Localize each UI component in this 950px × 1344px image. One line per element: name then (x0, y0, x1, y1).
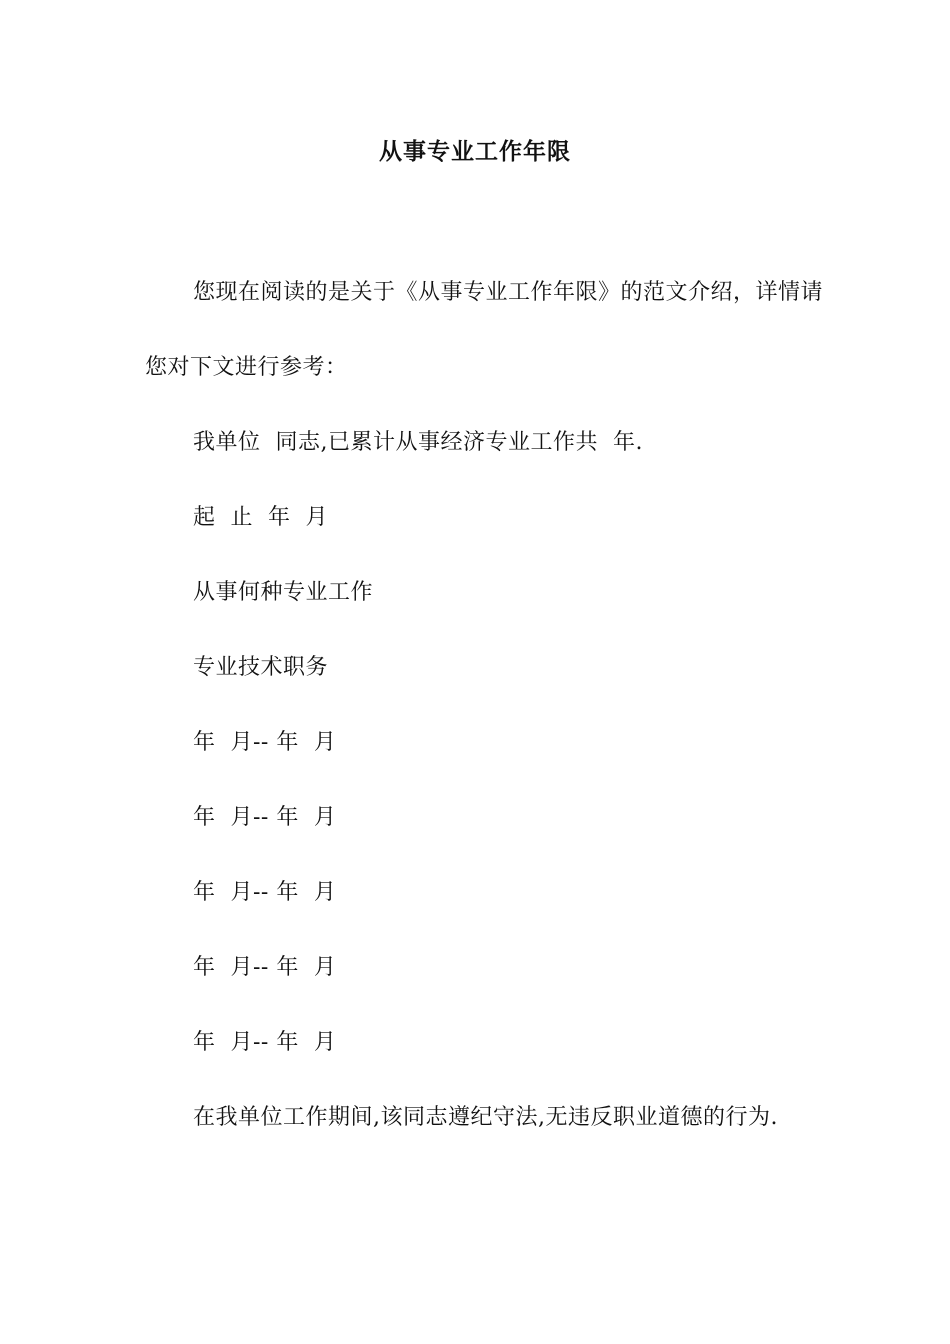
period-row: 年 月-- 年 月 (193, 880, 337, 905)
document-title: 从事专业工作年限 (379, 138, 571, 165)
work-type-header: 从事何种专业工作 (193, 580, 374, 605)
period-row: 年 月-- 年 月 (193, 805, 337, 830)
intro-paragraph: 您现在阅读的是关于《从事专业工作年限》的范文介绍，详情请您对下文进行参考： (145, 280, 824, 380)
period-row: 年 月-- 年 月 (193, 730, 337, 755)
document-body (145, 255, 825, 1155)
period-row: 年 月-- 年 月 (193, 955, 337, 980)
statement-paragraph: 我单位 同志,已累计从事经济专业工作共 年. (193, 430, 643, 455)
period-header: 起 止 年 月 (193, 505, 328, 530)
period-row: 年 月-- 年 月 (193, 1030, 337, 1055)
title-header: 专业技术职务 (193, 655, 329, 680)
conduct-paragraph: 在我单位工作期间,该同志遵纪守法,无违反职业道德的行为. (193, 1105, 778, 1130)
